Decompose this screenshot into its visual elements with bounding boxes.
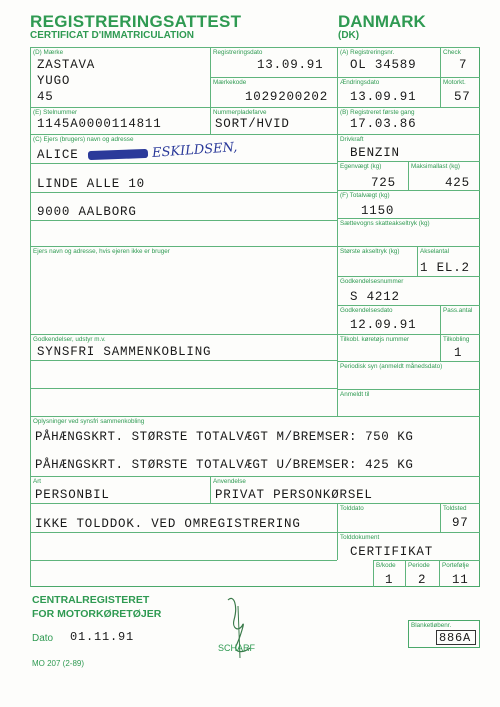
nummerpladefarve-value: SORT/HVID: [215, 117, 290, 131]
field-anmeldt-til: Anmeldt til: [337, 389, 480, 416]
anvendelse-value: PRIVAT PERSONKØRSEL: [215, 488, 373, 502]
field-egenvaegt: Egenvægt (kg): [337, 161, 408, 190]
regnr-value: OL 34589: [350, 58, 417, 72]
field-tolddato: Tolddato: [337, 503, 440, 532]
motorkt-value: 57: [454, 90, 471, 104]
field-check: Check: [440, 47, 480, 77]
field-bkode: B/kode: [373, 560, 405, 587]
ejer-address-line-1: LINDE ALLE 10: [37, 177, 145, 191]
field-maerke: (D) Mærke: [30, 47, 210, 107]
document-title: REGISTRERINGSATTEST: [30, 12, 242, 31]
maerke-line-3: 45: [37, 90, 54, 104]
blanket-number: 886A: [439, 631, 472, 645]
tilkobling-value: 1: [454, 346, 463, 360]
blanket-box: Blanketløbenr.: [408, 620, 480, 648]
signature-name: SCHARF: [218, 643, 256, 653]
field-art: Art: [30, 476, 210, 503]
bemaerk-inner-line-1: [30, 532, 337, 533]
date-value: 01.11.91: [70, 630, 135, 644]
central-register-line-2: FOR MOTORKØRETØJER: [32, 608, 162, 620]
field-regdato: Registreringsdato: [210, 47, 337, 77]
field-drivkraft: Drivkraft: [337, 134, 480, 161]
stelnummer-value: 1145A0000114811: [37, 117, 162, 131]
field-periode: Periode: [405, 560, 439, 587]
date-label: Dato: [32, 633, 54, 644]
field-totalvaegt: (F) Totalvægt (kg): [337, 190, 480, 218]
field-godkendelsesdato: Godkendelsesdato: [337, 305, 440, 334]
form-code: MO 207 (2-89): [32, 659, 85, 668]
periode-value: 2: [418, 573, 427, 587]
godk-inner-line-1: [30, 360, 337, 361]
oplysninger-line-1: PÅHÆNGSKRT. STØRSTE TOTALVÆGT M/BREMSER: 750 KG: [35, 430, 414, 444]
field-aendringsdato: Ændringsdato: [337, 77, 440, 107]
field-godkendelser-udstyr: Godkendelser, udstyr m.v.: [30, 334, 337, 416]
field-stelnummer: (E) Stelnummer: [30, 107, 210, 134]
toldsted-value: 97: [452, 516, 469, 530]
maksimallast-value: 425: [445, 176, 470, 190]
godkendelsesdato-value: 12.09.91: [350, 318, 417, 332]
godk-inner-line-2: [30, 388, 337, 389]
ejer-handwritten-surname: ESKILDSEN,: [151, 140, 238, 161]
field-maksimallast: Maksimallast (kg): [408, 161, 480, 190]
ejer-name-value: ALICE: [37, 148, 79, 162]
field-godkendelsesnummer: Godkendelsesnummer: [337, 276, 480, 305]
totalvaegt-value: 1150: [361, 204, 395, 218]
field-motorkt: Motorkt.: [440, 77, 480, 107]
field-periodisk-syn: Periodisk syn (anmeldt månedsdato): [337, 361, 480, 389]
egenvaegt-value: 725: [371, 176, 396, 190]
field-ejer-ikke-bruger: Ejers navn og adresse, hvis ejeren ikke er bruger: [30, 246, 337, 334]
oplysninger-line-2: PÅHÆNGSKRT. STØRSTE TOTALVÆGT U/BREMSER: 425 KG: [35, 458, 414, 472]
akselantal-value: 1 EL.2: [420, 261, 470, 275]
field-regnr: (A) Registreringsnr.: [337, 47, 440, 77]
drivkraft-value: BENZIN: [350, 146, 400, 160]
field-maerkekode: Mærkekode: [210, 77, 337, 107]
field-tilkobling: Tilkobling: [440, 334, 480, 361]
foerste-gang-value: 17.03.86: [350, 117, 417, 131]
country-name: DANMARK: [338, 12, 426, 31]
bemaerkning-value: IKKE TOLDDOK. VED OMREGISTRERING: [35, 517, 301, 531]
maerke-line-2: YUGO: [37, 74, 71, 88]
field-stoerste-akseltryk: Største akseltryk (kg): [337, 246, 417, 276]
field-akselantal: Akselantal: [417, 246, 480, 276]
field-tolddokument: Tolddokument: [337, 532, 480, 560]
field-toldsted: Toldsted: [440, 503, 480, 532]
field-ejer: (C) Ejers (brugers) navn og adresse: [30, 134, 337, 246]
aendringsdato-value: 13.09.91: [350, 90, 417, 104]
tolddokument-value: CERTIFIKAT: [350, 545, 434, 559]
ejer-inner-line-1: [30, 163, 337, 164]
regdato-value: 13.09.91: [257, 58, 324, 72]
field-portefolje: Portefølje: [439, 560, 480, 587]
document-subtitle: CERTIFICAT D'IMMATRICULATION: [30, 30, 195, 41]
field-saettevogn: Sættevogns skatteakseltryk (kg): [337, 218, 480, 246]
field-anvendelse: Anvendelse: [210, 476, 480, 503]
art-value: PERSONBIL: [35, 488, 110, 502]
field-pass-antal: Pass.antal: [440, 305, 480, 334]
maerke-line-1: ZASTAVA: [37, 58, 96, 72]
check-value: 7: [459, 58, 468, 72]
field-bemaerkning: [30, 503, 337, 587]
central-register-line-1: CENTRALREGISTERET: [32, 594, 150, 606]
country-code: (DK): [338, 30, 360, 41]
field-oplysninger: Oplysninger ved synsfri sammenkobling: [30, 416, 480, 476]
bkode-value: 1: [385, 573, 394, 587]
maerkekode-value: 1029200202: [245, 90, 329, 104]
godkendelsesnummer-value: S 4212: [350, 290, 400, 304]
portefolje-value: 11: [452, 573, 469, 587]
field-nummerpladefarve: Nummerpladefarve: [210, 107, 337, 134]
ejer-inner-line-3: [30, 220, 337, 221]
bemaerk-inner-line-2: [30, 560, 337, 561]
ejer-address-line-2: 9000 AALBORG: [37, 205, 137, 219]
field-tilkobl-nummer: Tilkobl. køretøjs nummer: [337, 334, 440, 361]
godkendelser-udstyr-value: SYNSFRI SAMMENKOBLING: [37, 345, 212, 359]
field-foerste-gang: (B) Registreret første gang: [337, 107, 480, 134]
ejer-inner-line-2: [30, 192, 337, 193]
